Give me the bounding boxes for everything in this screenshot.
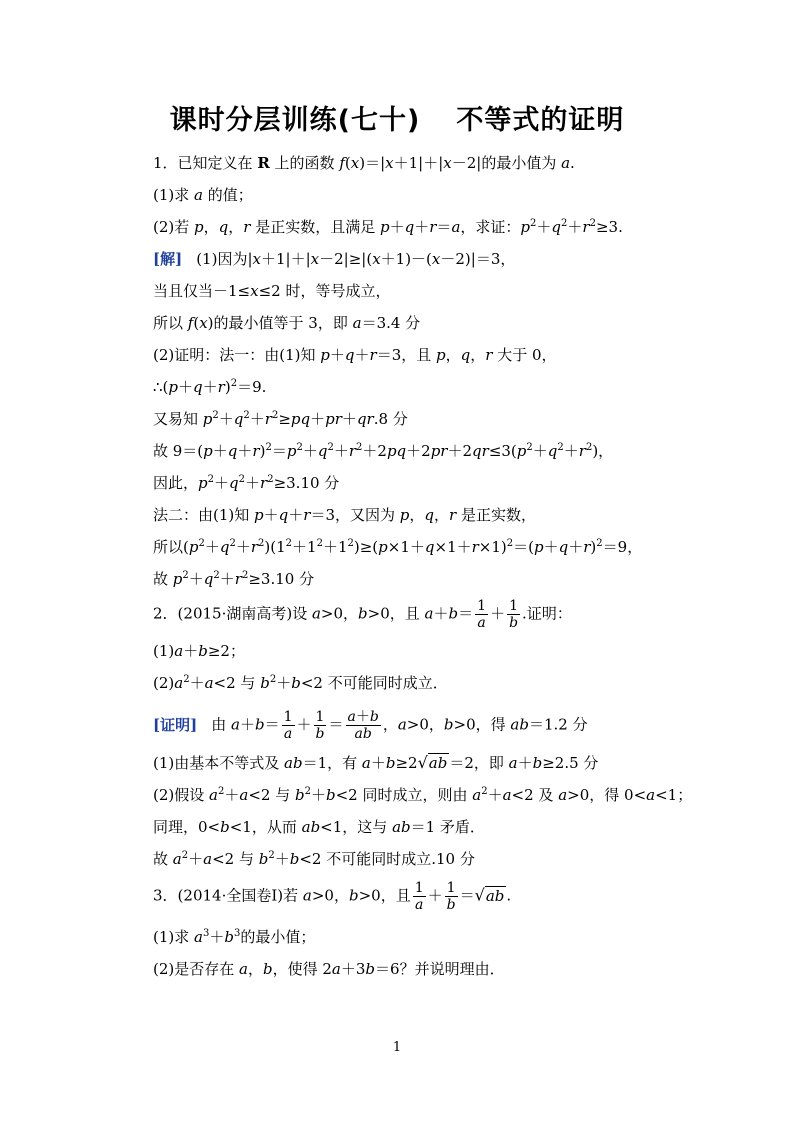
page-title [0, 98, 794, 137]
proof-line-3: (2)假设 $a^2+a<2$ 与 $b^2+b<2$ 同时成立，则由 $a^2+a<2$ 及 a>0，得 0<a<1； [153, 786, 693, 804]
proof-line-4: 同理，0<b<1，从而 ab<1，这与 ab＝1 矛盾． [153, 818, 485, 836]
q3-part2: (2)是否存在 a，b，使得 2a＋3b＝6？并说明理由． [153, 960, 505, 978]
q1-part2: (2)若 p，q，r 是正实数，且满足 p＋q＋r＝a，求证：$p^2+q^2+r^2\ge 3$. [153, 218, 623, 236]
title-sub: 不等式的证明 [456, 105, 625, 136]
solution-line-1: [解] (1)因为|x＋1|＋|x－2|≥|(x＋1)－(x－2)|＝3， [153, 250, 516, 268]
proof-line-5: 故 $a^2+a<2$ 与 $b^2+b<2$ 不可能同时成立.10 分 [153, 850, 475, 868]
solution-line-6: 又易知 $p^2+q^2+r^2\ge pq+pr+qr.8$ 分 [153, 410, 408, 428]
q2-part1: (1)a＋b≥2； [153, 642, 245, 660]
solution-line-2: 当且仅当－1≤x≤2 时，等号成立， [153, 282, 391, 300]
proof-line-2: (1)由基本不等式及 ab＝1，有 a＋b≥2√ab ＝2，即 a＋b≥2.5 分 [153, 753, 599, 772]
q1-line: 1．已知定义在 R 上的函数 f(x)＝|x＋1|＋|x－2|的最小值为 a. [153, 154, 575, 172]
title-main: 课时分层训练(七十) [169, 105, 421, 136]
solution-tag: [解] [153, 250, 183, 268]
q2-part2: $(2)a^2+a<2$ 与 $b^2+b<2$ 不可能同时成立． [153, 674, 448, 692]
solution-line-9: 法二：由(1)知 p＋q＋r＝3，又因为 p，q，r 是正实数， [153, 506, 536, 524]
q3-line: 3．(2014·全国卷Ⅰ)若 a>0，b>0，且 $\frac{1}{a}$ ＋ $\frac{1}{b}$ ＝√ab . [153, 880, 512, 913]
proof-tag: [证明] [153, 715, 198, 734]
solution-line-5: $\therefore(p+q+r)^2=9$. [153, 378, 267, 396]
solution-line-8: 因此，$p^2+q^2+r^2\ge 3.10$ 分 [153, 474, 340, 492]
page-number: 1 [392, 1040, 402, 1055]
proof-line-1: [证明] 由 a＋b＝ $\frac{1}{a}$ ＋ $\frac{1}{b}$ ＝ $\frac{a+b}{ab}$ ，a>0，b>0，得 ab＝1.2 分 [153, 709, 588, 742]
solution-line-4: (2)证明：法一：由(1)知 p＋q＋r＝3，且 p，q，r 大于 0， [153, 346, 557, 364]
q2-line: 2．(2015·湖南高考)设 a>0，b>0，且 a＋b＝ $\frac{1}{a}$ ＋ $\frac{1}{b}$ .证明： [153, 598, 572, 631]
solution-line-7: 故 $9=(p+q+r)^2=p^2+q^2+r^2+2pq+2pr+2qr\le 3(p^2+q^2+r^2)$， [153, 442, 614, 460]
solution-line-11: 故 $p^2+q^2+r^2\ge 3.10$ 分 [153, 570, 315, 588]
q3-part1: (1)求 $a^3+b^3$的最小值； [153, 928, 316, 946]
solution-line-10: 所以$(p^2+q^2+r^2)(1^2+1^2+1^2)\ge(p\times 1+q\times 1+r\times 1)^2=(p+q+r)^2=9$， [153, 538, 643, 556]
q1-part1: (1)求 a 的值； [153, 186, 253, 204]
solution-line-3: 所以 f(x)的最小值等于 3，即 a＝3.4 分 [153, 314, 421, 332]
